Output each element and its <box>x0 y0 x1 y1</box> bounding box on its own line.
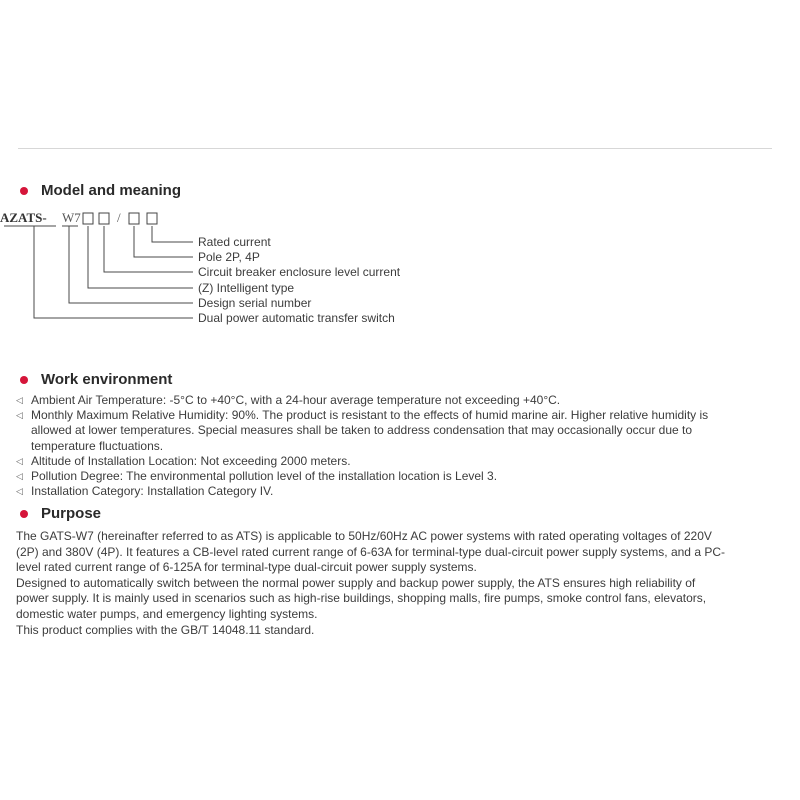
meaning-label: Dual power automatic transfer switch <box>198 311 395 325</box>
purpose-section-title: Purpose <box>41 505 102 522</box>
meaning-label: Rated current <box>198 235 271 249</box>
leader-line <box>104 226 193 272</box>
purpose-body <box>16 529 728 638</box>
list-item <box>16 408 736 454</box>
list-item-text: Installation Category: Installation Category IV. <box>31 484 274 499</box>
list-item-text: Altitude of Installation Location: Not exceeding 2000 meters. <box>31 453 351 468</box>
code-box-rated-current <box>147 213 157 224</box>
model-code-series: W7 <box>62 210 81 225</box>
list-item <box>16 393 736 408</box>
meaning-label: (Z) Intelligent type <box>198 281 295 295</box>
work-section-heading <box>18 371 172 388</box>
meaning-label: Pole 2P, 4P <box>198 250 260 264</box>
model-section-title: Model and meaning <box>41 182 182 199</box>
purpose-paragraph: This product complies with the GB/T 14048.11 standard. <box>16 622 315 637</box>
purpose-paragraph: Designed to automatically switch between the normal power supply and backup power supply, the ATS ensures high reliability of power supply. It is mainly used in scenarios such as high-rise buildings, shopping malls, fire pumps, smoke control fans, elevators, domestic water pumps, and emergency lighting systems. <box>16 575 707 621</box>
arrow-bullet-icon: ◁ <box>16 486 23 497</box>
top-divider <box>18 148 772 149</box>
arrow-bullet-icon: ◁ <box>16 410 23 421</box>
code-box-z <box>83 213 93 224</box>
model-code-prefix: AZATS- <box>0 210 47 225</box>
code-box-current-level <box>99 213 109 224</box>
work-section-title: Work environment <box>41 371 173 388</box>
list-item <box>16 484 736 499</box>
leader-line <box>152 226 193 242</box>
code-box-pole <box>129 213 139 224</box>
purpose-paragraph: The GATS-W7 (hereinafter referred to as ATS) is applicable to 50Hz/60Hz AC power systems with rated operating voltages of 220V (2P) and 380V (4P). It features a CB-level rated current range of 6-63A for terminal-type dual-circuit power supply systems, and a PC-level rated current range of 6-125A for terminal-type dual-circuit power supply systems. <box>16 529 725 575</box>
meaning-label: Circuit breaker enclosure level current <box>198 265 401 279</box>
model-code-slash: / <box>117 210 121 225</box>
bullet-dot-icon <box>20 376 28 384</box>
meaning-label: Design serial number <box>198 296 312 310</box>
work-environment-list <box>16 393 736 499</box>
arrow-bullet-icon: ◁ <box>16 455 23 466</box>
bullet-dot-icon <box>20 510 28 518</box>
list-item-text: Ambient Air Temperature: -5°C to +40°C, with a 24-hour average temperature not exceeding +40°C. <box>31 393 561 407</box>
list-item-text: Pollution Degree: The environmental pollution level of the installation location is Level 3. <box>31 469 498 484</box>
purpose-section-heading <box>18 505 101 522</box>
bullet-dot-icon <box>20 187 28 195</box>
arrow-bullet-icon: ◁ <box>16 471 23 482</box>
arrow-bullet-icon: ◁ <box>16 395 23 405</box>
list-item-text: Monthly Maximum Relative Humidity: 90%. The product is resistant to the effects of humid marine air. Higher relative humidity is allowed at lower temperatures. Special measures shall be taken to address condensation that may occasionally occur due to temperature fluctuations. <box>31 408 709 453</box>
model-code-diagram <box>0 205 440 325</box>
list-item <box>16 454 736 469</box>
list-item <box>16 469 736 484</box>
model-section-heading <box>18 182 181 199</box>
